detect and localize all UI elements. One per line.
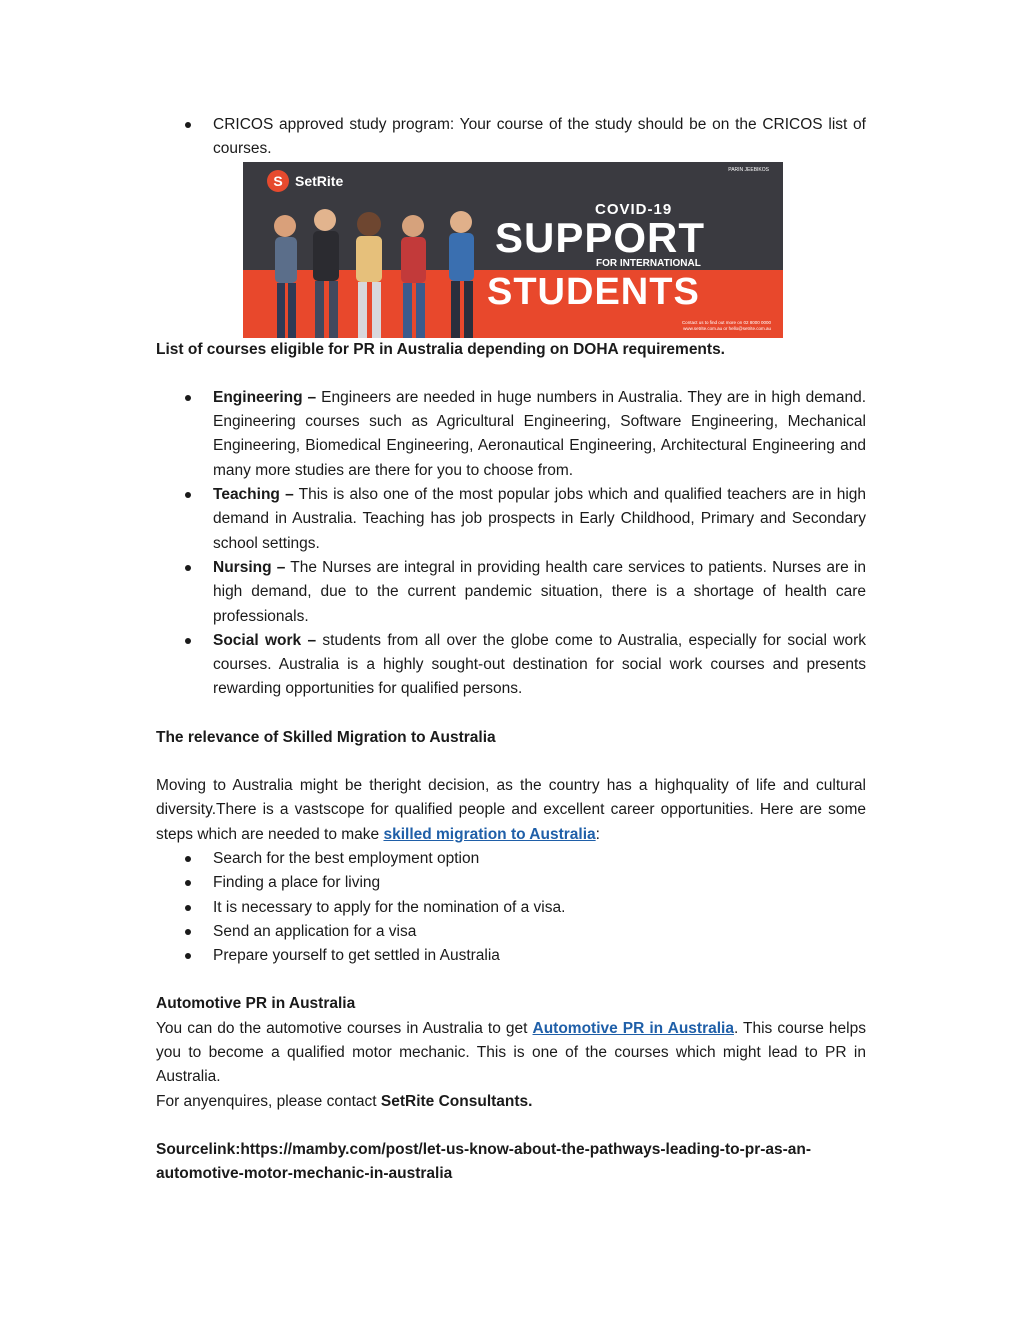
list-item <box>156 113 866 162</box>
list-item <box>156 847 866 871</box>
course-title: Social work – <box>213 631 317 649</box>
covid-support-banner <box>243 162 783 338</box>
automotive-paragraph <box>156 1017 866 1090</box>
skilled-paragraph <box>156 774 866 847</box>
contact-line <box>156 1090 866 1114</box>
students-illustration <box>253 206 503 338</box>
student-figure <box>401 215 426 338</box>
spacer <box>156 702 866 726</box>
spacer <box>156 750 866 774</box>
migration-steps-list <box>156 847 866 968</box>
banner-support-text: SUPPORT <box>495 213 706 261</box>
list-item <box>156 871 866 895</box>
source-link-line: Sourcelink:https://mamby.com/post/let-us-know-about-the-pathways-leading-to-pr-as-an- <box>156 1140 812 1158</box>
banner-for-international-text: FOR INTERNATIONAL <box>596 257 701 269</box>
banner-contact-line: Contact us to find out more on 02 8000 0000 <box>681 319 771 325</box>
banner-contact-line: www.setrite.com.au or hello@setrite.com.au <box>683 325 771 331</box>
automotive-heading <box>156 992 866 1016</box>
courses-heading-text: List of courses eligible for PR in Australia depending on DOHA requirements. <box>156 340 725 358</box>
banner-covid-text: COVID-19 <box>595 200 673 218</box>
course-title: Engineering – <box>213 388 317 406</box>
list-item <box>156 629 866 702</box>
list-item <box>156 944 866 968</box>
source-link-line: automotive-motor-mechanic-in-australia <box>156 1165 453 1183</box>
skilled-heading-text: The relevance of Skilled Migration to Australia <box>156 728 496 746</box>
banner-tag: PARIN JEEBIKOS <box>728 166 769 173</box>
automotive-paragraph-end: . This course helps you to become a qualified motor mechanic. This is one of the courses which might lead to PR in Australia. <box>156 1019 866 1086</box>
banner-wrapper <box>156 162 866 338</box>
list-item <box>156 483 866 556</box>
student-figure <box>313 209 339 338</box>
automotive-pr-link[interactable]: Automotive PR in Australia <box>532 1019 734 1037</box>
spacer <box>156 968 866 992</box>
skilled-heading <box>156 726 866 750</box>
skilled-paragraph-end: : <box>595 825 600 843</box>
setrite-logo <box>267 170 343 192</box>
automotive-paragraph-text: You can do the automotive courses in Australia to get <box>156 1019 533 1037</box>
student-figure <box>449 211 474 338</box>
list-item <box>156 556 866 629</box>
course-title: Teaching – <box>213 486 294 504</box>
courses-list <box>156 386 866 702</box>
list-item <box>156 920 866 944</box>
step-text: Finding a place for living <box>213 874 381 892</box>
list-item <box>156 896 866 920</box>
course-text: students from all over the globe come to Australia, especially for social work courses. Australia is a highly sought-out destination for social work courses and presents rewarding opportunities for qualified persons. <box>213 631 866 698</box>
setrite-logo-icon: S <box>267 170 289 192</box>
step-text: It is necessary to apply for the nomination of a visa. <box>213 898 566 916</box>
student-figure <box>356 212 382 338</box>
skilled-paragraph-text: Moving to Australia might be theright decision, as the country has a highquality of life and cultural diversity.There is a vastscope for qualified people and excellent career opportunities. Here are some steps which are needed to make <box>156 777 866 843</box>
intro-list <box>156 113 866 162</box>
step-text: Prepare yourself to get settled in Australia <box>213 947 500 965</box>
banner-students-text: STUDENTS <box>487 270 700 313</box>
source-link <box>156 1138 866 1187</box>
intro-item-text: CRICOS approved study program: Your course of the study should be on the CRICOS list of courses. <box>213 116 866 158</box>
course-text: This is also one of the most popular jobs which and qualified teachers are in high demand in Australia. Teaching has job prospects in Early Childhood, Primary and Secondary school settings. <box>213 486 866 552</box>
step-text: Search for the best employment option <box>213 849 480 867</box>
document-body <box>156 113 866 1187</box>
student-figure <box>274 215 297 338</box>
spacer <box>156 362 866 386</box>
course-text: The Nurses are integral in providing health care services to patients. Nurses are in high demand, due to the current pandemic situation, there is a shortage of health care professionals. <box>213 558 866 625</box>
course-text: Engineers are needed in huge numbers in Australia. They are in high demand. Engineering courses such as Agricultural Engineering, Software Engineering, Mechanical Engineering, Biomedical Engineering, Aeronautical Engineering, Architectural Engineering and many more studies are there for you to choose from. <box>213 388 866 479</box>
automotive-heading-text: Automotive PR in Australia <box>156 995 356 1013</box>
contact-text: For anyenquires, please contact <box>156 1092 381 1110</box>
course-title: Nursing – <box>213 558 286 576</box>
courses-heading <box>156 338 866 362</box>
step-text: Send an application for a visa <box>213 922 417 940</box>
contact-name: SetRite Consultants. <box>380 1092 533 1110</box>
banner-contact-text <box>682 320 771 332</box>
spacer <box>156 1114 866 1138</box>
skilled-migration-link[interactable]: skilled migration to Australia <box>383 825 596 843</box>
setrite-logo-text: SetRite <box>295 172 344 189</box>
list-item <box>156 386 866 483</box>
